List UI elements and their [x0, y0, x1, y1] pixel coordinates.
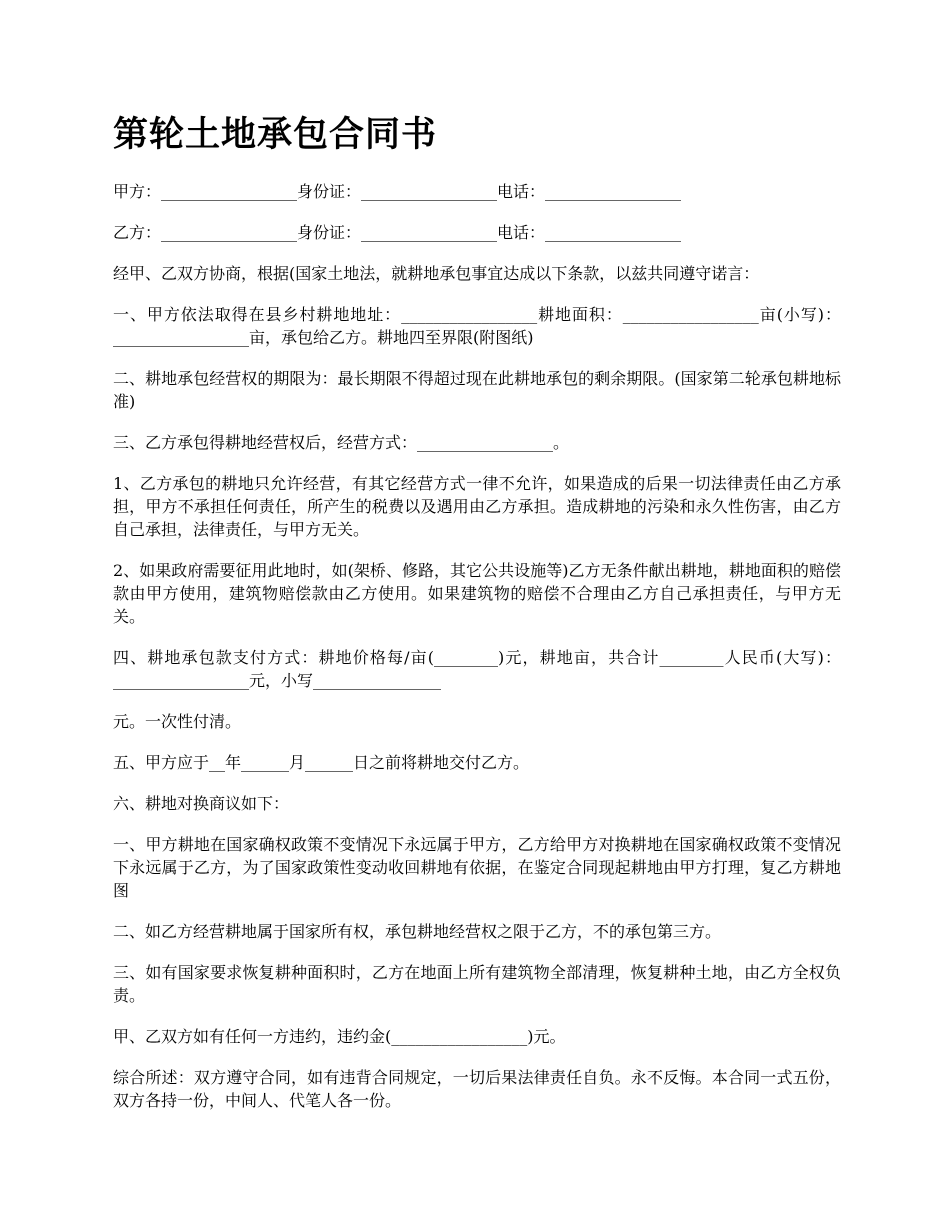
preamble-paragraph: 经甲、乙双方协商，根据(国家土地法，就耕地承包事宜达成以下条款，以兹共同遵守诺言：	[113, 264, 760, 283]
party-b-line: 乙方：_________________身份证：_________________电话：_________________	[113, 223, 682, 242]
subclause-2-expropriation: 2、如果政府需要征用此地时，如(架桥、修路，其它公共设施等)乙方无条件献出耕地，耕地面积的赔偿款由甲方使用，建筑物赔偿款由乙方使用。如果建筑物的赔偿不合理由乙方自己承担责任，与甲方无关。	[113, 561, 841, 626]
clause-6-exchange-heading: 六、耕地对换商议如下：	[113, 794, 290, 813]
clause-5-handover-date: 五、甲方应于__年______月______日之前将耕地交付乙方。	[113, 753, 530, 772]
breach-penalty-line: 甲、乙双方如有任何一方违约，违约金(_________________)元。	[113, 1027, 566, 1046]
exchange-item-1: 一、甲方耕地在国家确权政策不变情况下永远属于甲方，乙方给甲方对换耕地在国家确权政策不变情况下永远属于乙方，为了国家政策性变动收回耕地有依据，在鉴定合同现起耕地由甲方打理，复乙方耕地图	[113, 835, 841, 900]
document-title: 第轮土地承包合同书	[113, 115, 438, 155]
clause-2-term: 二、耕地承包经营权的期限为：最长期限不得超过现在此耕地承包的剩余期限。(国家第二轮承包耕地标准)	[113, 369, 841, 411]
clause-3-operation-mode: 三、乙方承包得耕地经营权后，经营方式：_________________。	[113, 433, 570, 452]
clause-4-payment: 四、耕地承包款支付方式：耕地价格每/亩(________)元，耕地亩，共合计________人民币(大写)：_________________元，小写________________	[113, 648, 841, 690]
exchange-item-2: 二、如乙方经营耕地属于国家所有权，承包耕地经营权之限于乙方，不的承包第三方。	[113, 922, 722, 941]
subclause-1-liability: 1、乙方承包的耕地只允许经营，有其它经营方式一律不允许，如果造成的后果一切法律责任由乙方承担，甲方不承担任何责任，所产生的税费以及遇用由乙方承担。造成耕地的污染和永久性伤害，由乙方自己承担，法律责任，与甲方无关。	[113, 474, 841, 539]
exchange-item-3: 三、如有国家要求恢复耕种面积时，乙方在地面上所有建筑物全部清理，恢复耕种土地，由乙方全权负责。	[113, 963, 841, 1005]
summary-paragraph: 综合所述：双方遵守合同，如有违背合同规定，一切后果法律责任自负。永不反悔。本合同一式五份，双方各持一份，中间人、代笔人各一份。	[113, 1068, 841, 1110]
document-page	[113, 108, 841, 1130]
clause-1-land-location: 一、甲方依法取得在县乡村耕地地址：_________________耕地面积：_________________亩(小写)：_________________亩，承包给乙方。耕地四至界限(附图纸)	[113, 305, 841, 347]
party-a-line: 甲方：_________________身份证：_________________电话：_________________	[113, 182, 682, 201]
payment-once-line: 元。一次性付清。	[113, 712, 242, 731]
